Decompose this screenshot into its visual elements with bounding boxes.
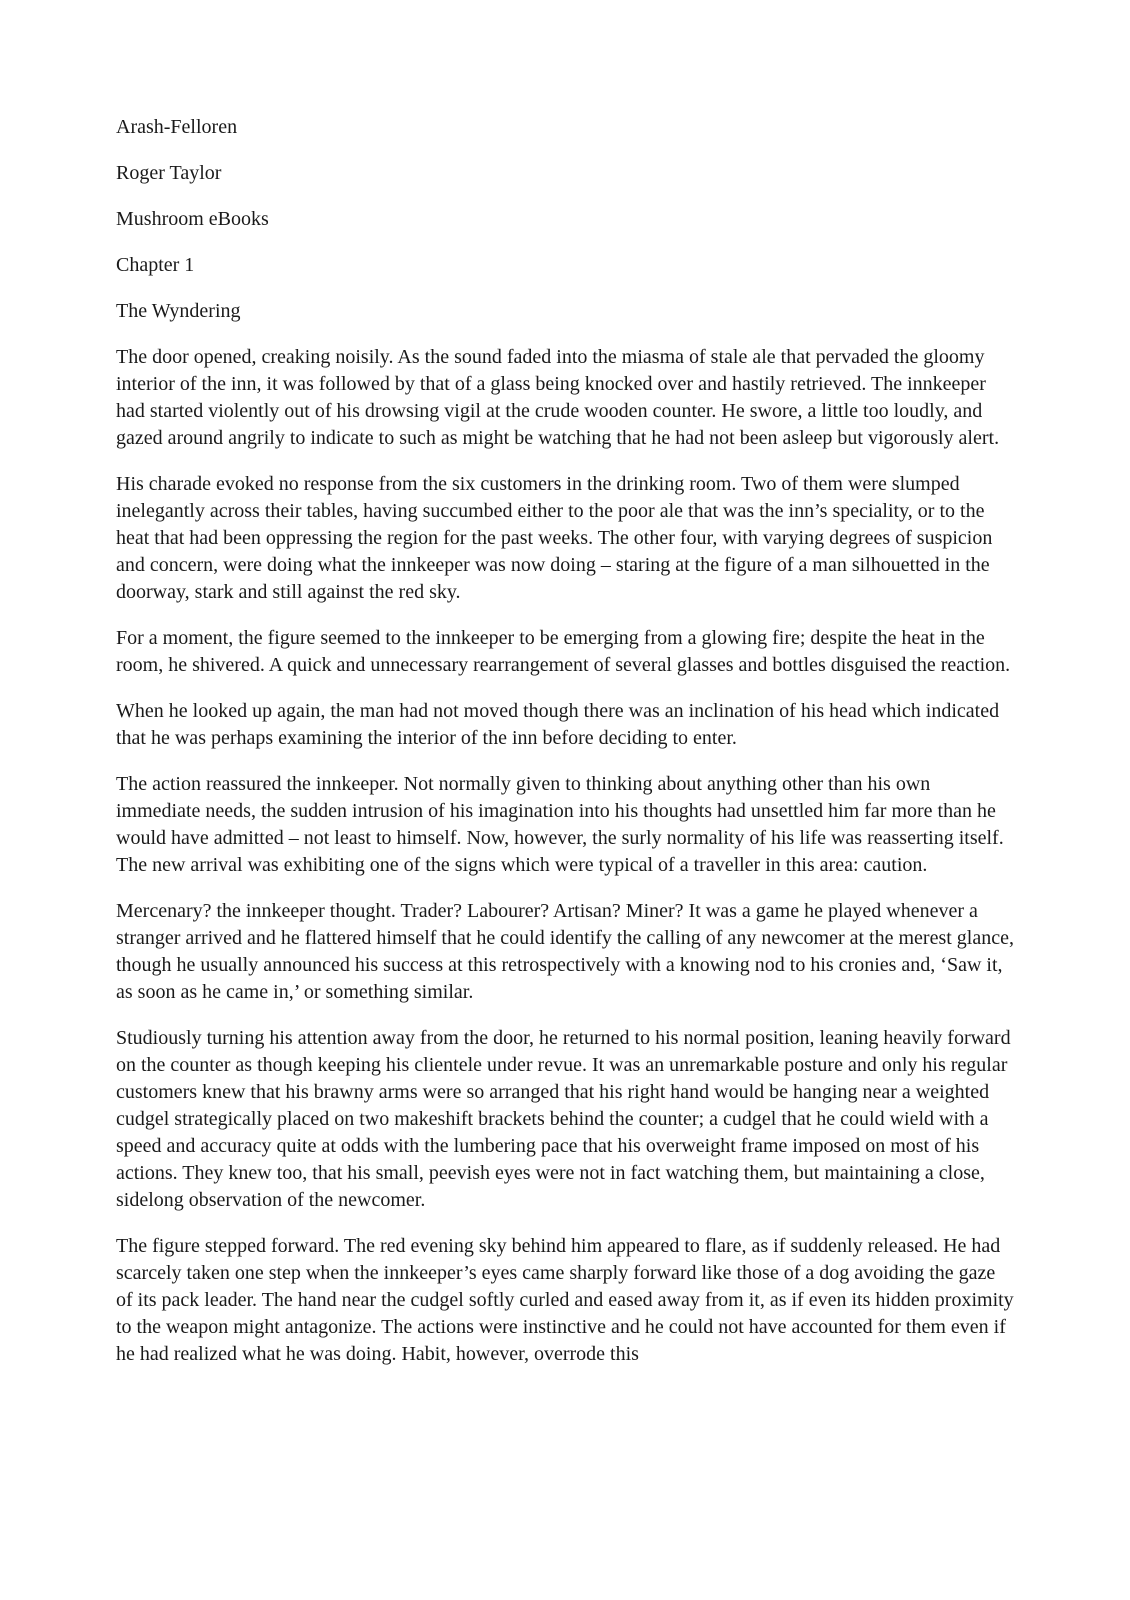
paragraph: For a moment, the figure seemed to the innkeeper to be emerging from a glowing fire; despite the heat in the room, he shivered. A quick and unnecessary rearrangement of several glasses and bottles disguised the reaction. [116,627,1011,676]
paragraph: His charade evoked no response from the six customers in the drinking room. Two of them were slumped inelegantly across their tables, having succumbed either to the poor ale that was the inn’s speciality, or to the heat that had been oppressing the region for the past weeks. The other four, with varying degrees of suspicion and concern, were doing what the innkeeper was now doing – staring at the figure of a man silhouetted in the doorway, stark and still against the red sky. [116,473,993,603]
paragraph: The door opened, creaking noisily. As the sound faded into the miasma of stale ale that pervaded the gloomy interior of the inn, it was followed by that of a glass being knocked over and hastily retrieved. The innkeeper had started violently out of his drowsing vigil at the crude wooden counter. He swore, a little too loudly, and gazed around angrily to indicate to such as might be watching that he had not been asleep but vigorously alert. [116,346,1000,449]
paragraph: When he looked up again, the man had not moved though there was an inclination of his head which indicated that he was perhaps examining the interior of the inn before deciding to enter. [116,700,1000,749]
publisher-name: Mushroom eBooks [116,208,269,230]
paragraph: Studiously turning his attention away from the door, he returned to his normal position, leaning heavily forward on the counter as though keeping his clientele under revue. It was an unremarkable posture and only his regular customers knew that his brawny arms were so arranged that his right hand would be hanging near a weighted cudgel strategically placed on two makeshift brackets behind the counter; a cudgel that he could wield with a speed and accuracy quite at odds with the lumbering pace that his overweight frame imposed on most of his actions. They knew too, that his small, peevish eyes were not in fact watching them, but maintaining a close, sidelong observation of the newcomer. [116,1027,1011,1211]
paragraph: Mercenary? the innkeeper thought. Trader? Labourer? Artisan? Miner? It was a game he played whenever a stranger arrived and he flattered himself that he could identify the calling of any newcomer at the merest glance, though he usually announced his success at this retrospectively with a knowing nod to his cronies and, ‘Saw it, as soon as he came in,’ or something similar. [116,900,1014,1003]
paragraph: The action reassured the innkeeper. Not normally given to thinking about anything other than his own immediate needs, the sudden intrusion of his imagination into his thoughts had unsettled him far more than he would have admitted – not least to himself. Now, however, the surly normality of his life was reasserting itself. The new arrival was exhibiting one of the signs which were typical of a traveller in this area: caution. [116,773,1004,876]
paragraph: The figure stepped forward. The red evening sky behind him appeared to flare, as if suddenly released. He had scarcely taken one step when the innkeeper’s eyes came sharply forward like those of a dog avoiding the gaze of its pack leader. The hand near the cudgel softly curled and eased away from it, as if even its hidden proximity to the weapon might antagonize. The actions were instinctive and he could not have accounted for them even if he had realized what he was doing. Habit, however, overrode this [116,1235,1014,1365]
document-page [116,114,1016,1387]
chapter-number: Chapter 1 [116,254,195,276]
book-title: Arash-Felloren [116,116,238,138]
author-name: Roger Taylor [116,162,222,184]
chapter-title: The Wyndering [116,300,241,322]
